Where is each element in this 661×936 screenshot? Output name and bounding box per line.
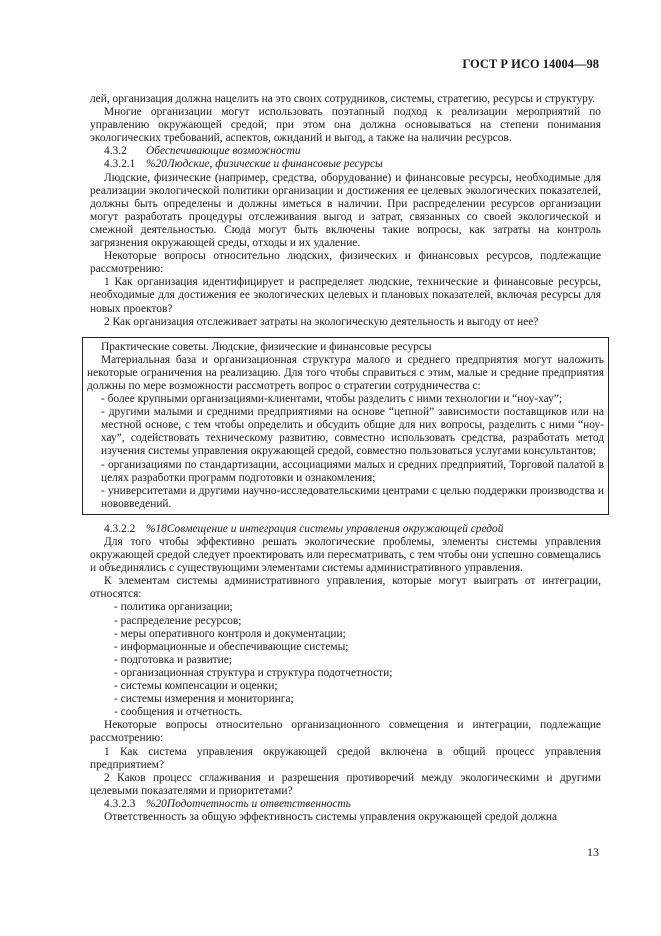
box-list-item: - более крупными организациями-клиентами, чтобы разделить с ними технологии и “ноу-хау”; <box>101 393 563 406</box>
paragraph: Ответственность за общую эффективность системы управления окружающей средой должна <box>104 810 558 823</box>
paragraph: Некоторые вопросы относительно людских, физических и финансовых ресурсов, подлежащие рассмотрению: <box>90 250 601 276</box>
box-title: Практические советы. Людские, физические и финансовые ресурсы <box>101 340 432 353</box>
list-item: - системы измерения и мониторинга; <box>114 693 294 706</box>
list-item: - меры оперативного контроля и документации; <box>114 627 346 640</box>
question-1: 1 Как организация идентифицирует и распределяет людские, технические и финансовые ресурсы, необходимые для достижения ее экологических целевых и плановых показателей, включая ресурсы для новых проектов? <box>90 276 601 315</box>
paragraph: Некоторые вопросы относительно организационного совмещения и интеграции, подлежащие рассмотрению: <box>90 719 601 745</box>
question-1: 1 Как система управления окружающей средой включена в общий процесс управления предприятием? <box>90 745 601 771</box>
section-title: %20Подотчетность и ответственность <box>146 797 351 810</box>
paragraph: лей, организация должна нацелить на это своих сотрудников, системы, стратегию, ресурсы и структуру. <box>90 93 596 105</box>
box-list-item: - другими малыми и средними предприятиями на основе “цепной” зависимости поставщиков или на местной основе, с тем чтобы определить и обсудить общие для них вопросы, разделить с ними “ноу-хау”, содействовать техническому развитию, совместно использовать средства, разработать метод изучения системы управления окружающей средой, совместно пользоваться услугами консультантов; <box>101 406 604 458</box>
section-number: 4.3.2.3 <box>104 797 136 810</box>
section-heading-4-3-2-3 <box>90 798 601 811</box>
practical-advice-box <box>82 337 609 515</box>
page-number: 13 <box>587 845 599 859</box>
list-item: - сообщения и отчетность. <box>114 706 243 719</box>
list-item: - политика организации; <box>114 601 233 614</box>
section-heading-4-3-2 <box>90 145 601 158</box>
paragraph: Многие организации могут использовать поэтапный подход к реализации мероприятий по управлению окружающей средой; при этом она должна основываться на степени понимания экологических требований, аспектов, ожиданий и выгод, а также на наличии ресурсов. <box>90 106 601 145</box>
section-number: 4.3.2 <box>104 145 127 158</box>
question-2: 2 Как организация отслеживает затраты на экологическую деятельность и выгоду от нее? <box>104 315 539 328</box>
document-header: ГОСТ Р ИСО 14004—98 <box>462 57 599 71</box>
list-item: - подготовка и развитие; <box>114 653 232 666</box>
list-item: - системы компенсации и оценки; <box>114 680 278 693</box>
section-title: Обеспечивающие возможности <box>146 145 301 158</box>
section-number: 4.3.2.1 <box>104 158 136 171</box>
document-body <box>87 93 604 824</box>
integration-elements-list <box>90 601 601 719</box>
section-heading-4-3-2-1 <box>90 158 601 171</box>
box-list-item: - организациями по стандартизации, ассоциациями малых и средних предприятий, Торговой палатой в целях разработки программ подготовки и ознакомления; <box>101 458 604 484</box>
section-title: %20Людские, физические и финансовые ресурсы <box>146 158 383 171</box>
paragraph: Людские, физические (например, средства, оборудование) и финансовые ресурсы, необходимые для реализации экологической политики организации и достижения ее целевых экологических показателей, должны быть определены и должны иметься в наличии. При распределении ресурсов организации могут разработать процедуры отслеживания выгод и затрат, связанных со своей экологической и смежной деятельностью. Сюда могут быть включены такие вопросы, как затраты на контроль загрязнения окружающей среды, отходы и их удаление. <box>90 171 601 250</box>
section-title: %18Совмещение и интеграция системы управления окружающей средой <box>146 522 504 535</box>
list-item: - распределение ресурсов; <box>114 614 242 627</box>
paragraph: К элементам системы административного управления, которые могут выиграть от интеграции, относятся: <box>90 575 601 601</box>
list-item: - информационные и обеспечивающие системы; <box>114 640 349 653</box>
section-heading-4-3-2-2 <box>90 523 601 536</box>
section-number: 4.3.2.2 <box>104 522 136 535</box>
box-intro: Материальная база и организационная структура малого и среднего предприятия могут наложить некоторые ограничения на реализацию. Для того чтобы справиться с этим, малые и средние предприятия должны по мере возможности рассмотреть вопрос о стратегии сотрудничества с: <box>87 353 604 392</box>
list-item: - организационная структура и структура подотчетности; <box>114 666 393 679</box>
paragraph: Для того чтобы эффективно решать экологические проблемы, элементы системы управления окружающей средой следует проектировать или пересматривать, с тем чтобы они успешно совмещались и объединялись с существующими элементами системы административного управления. <box>90 536 601 575</box>
question-2: 2 Каков процесс сглаживания и разрешения противоречий между экологическими и другими целевыми показателями и приоритетами? <box>90 771 601 797</box>
box-list-item: - университетами и другими научно-исследовательскими центрами с целью поддержки производства и нововведений. <box>101 484 604 510</box>
